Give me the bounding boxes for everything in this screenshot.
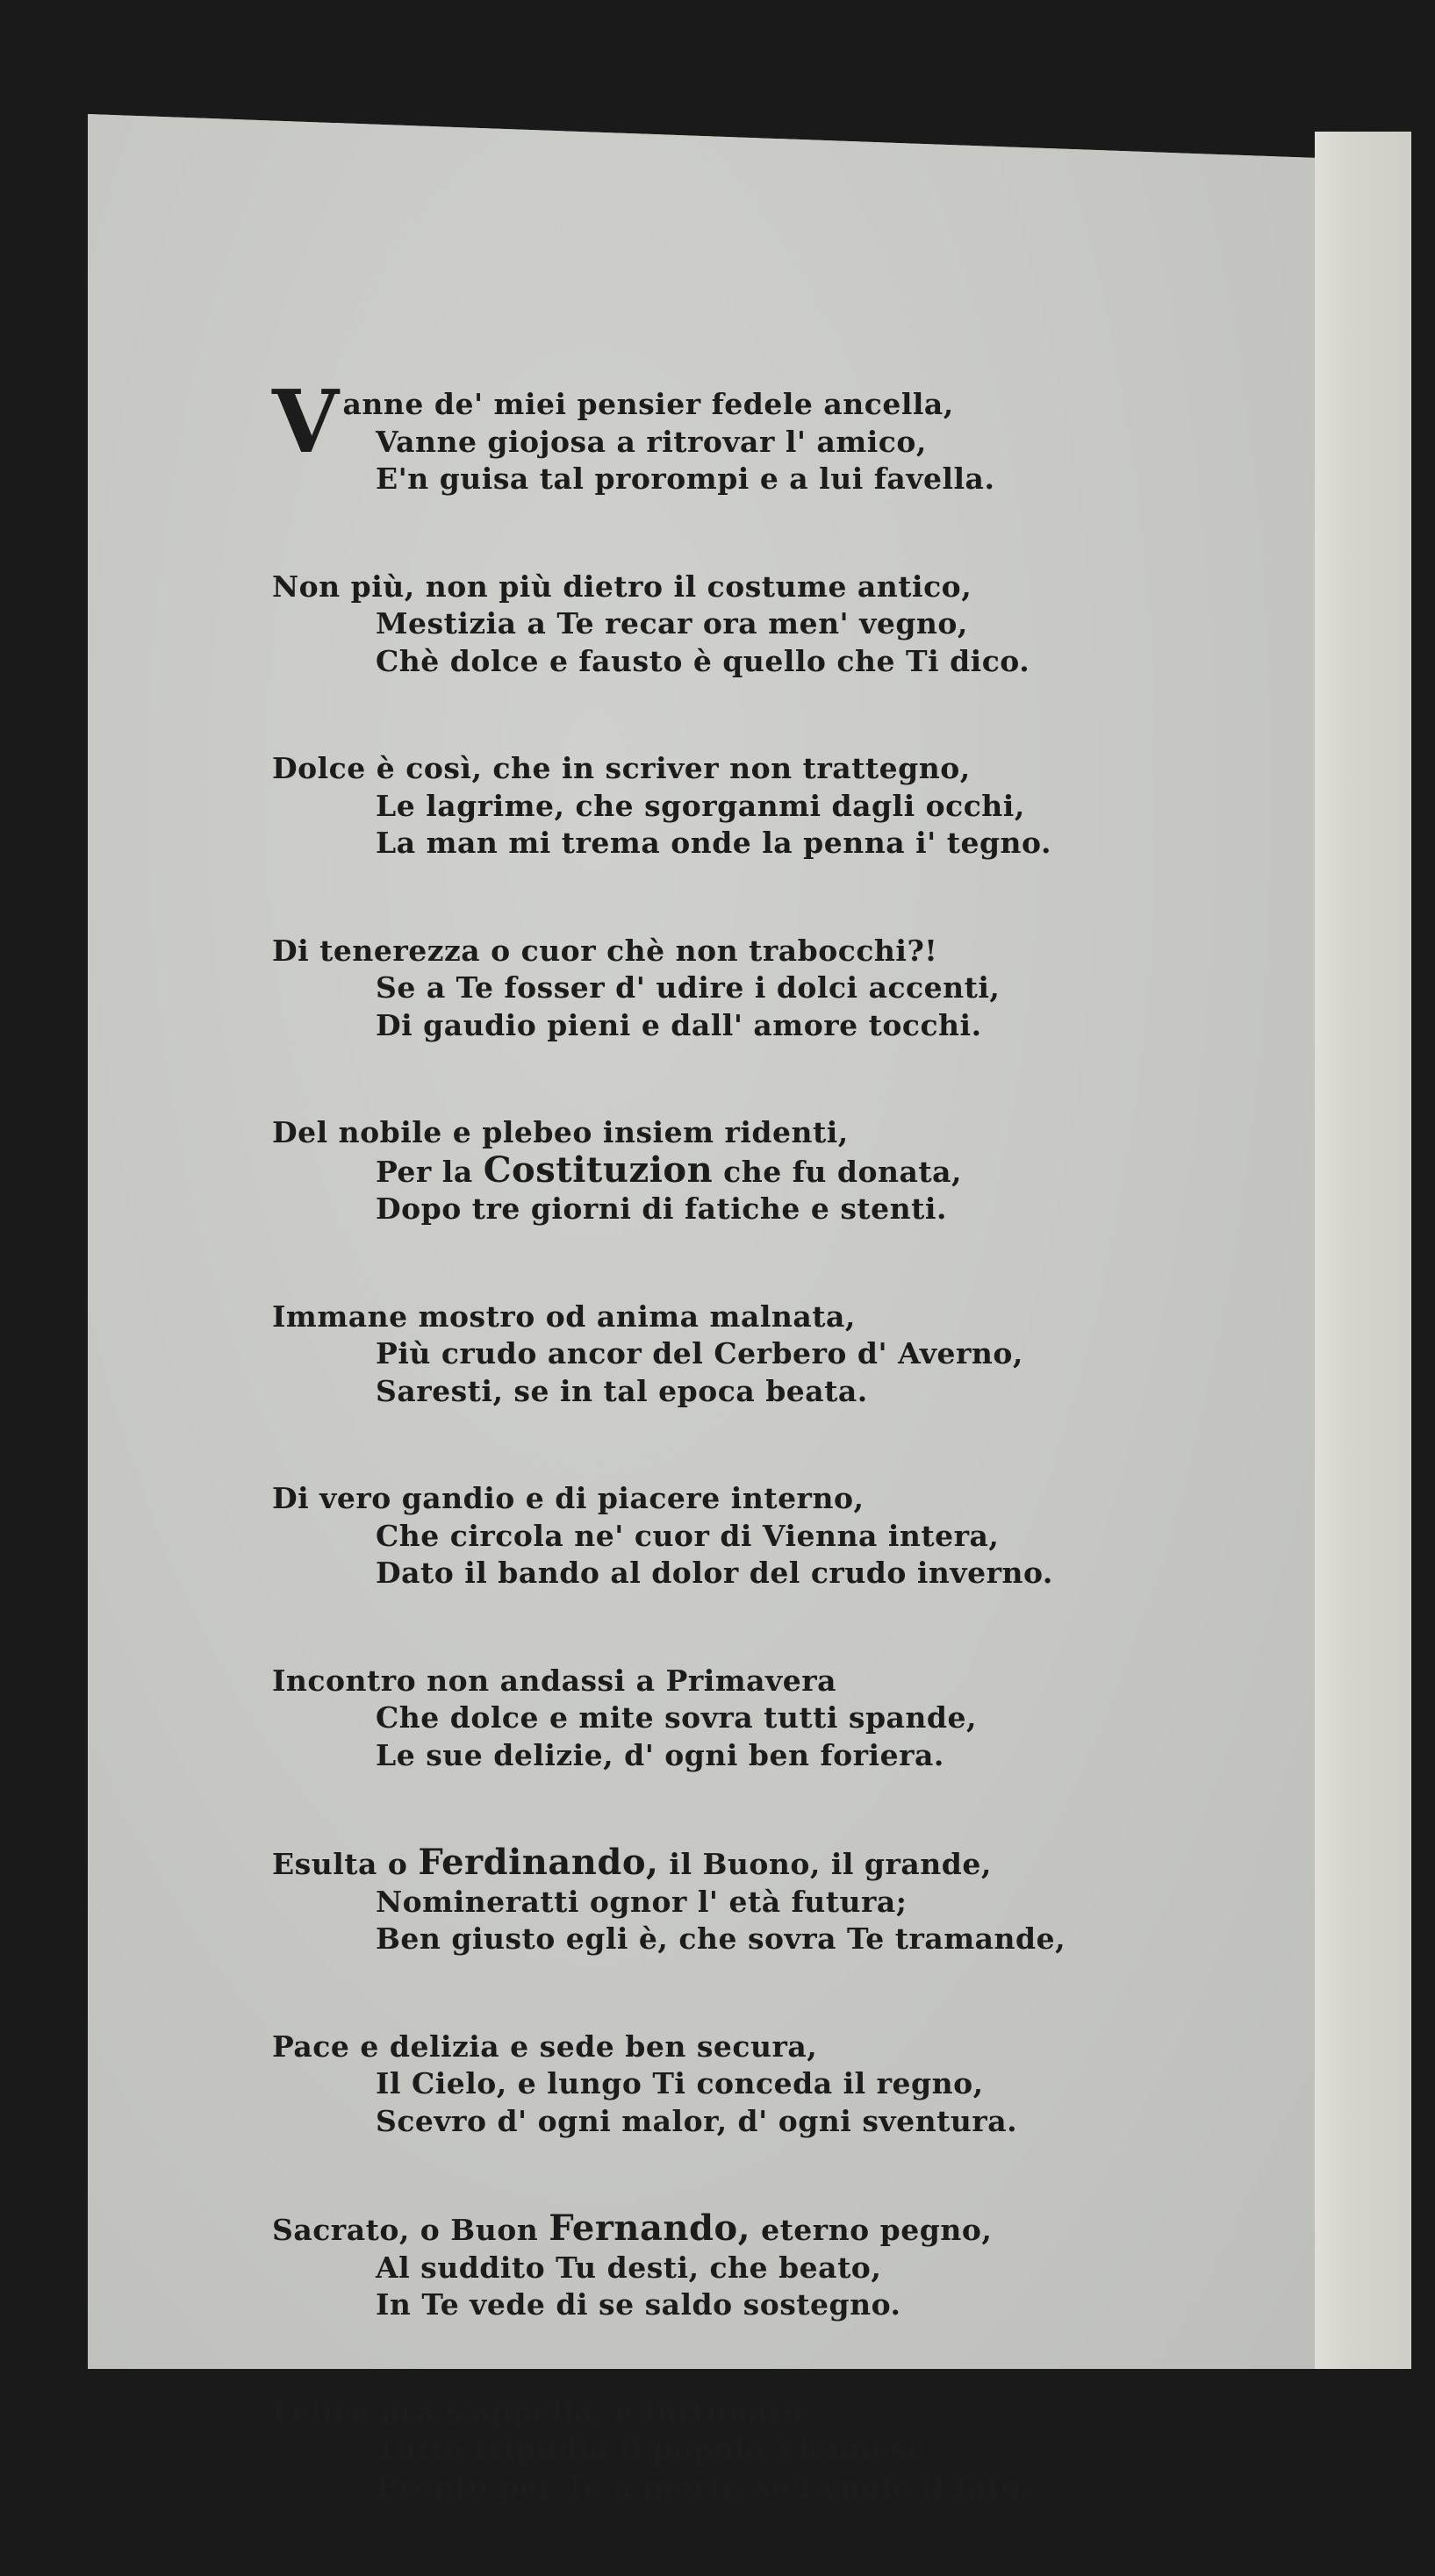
verse-line (272, 1114, 1281, 1152)
verse-text: La man mi trema onde la penna i' tegno. (376, 826, 1051, 860)
verse-line (272, 1555, 1281, 1592)
verse-line (272, 424, 1281, 462)
verse-text: Felice ora s'appella, e fortunato, (272, 2394, 813, 2429)
verse-line (272, 1844, 1281, 1884)
verse-text: Pronto per Te a morir, se'l vuole il fato. (376, 2469, 1031, 2504)
stanza (272, 1480, 1281, 1592)
verse-text: Le lagrime, che sgorganmi dagli occhi, (376, 788, 1025, 823)
verse-line (272, 970, 1281, 1007)
verse-line (272, 605, 1281, 643)
verse-line (272, 1663, 1281, 1700)
verse-text: Mestizia a Te recar ora men' vegno, (376, 606, 968, 640)
stanza (272, 2394, 1281, 2507)
verse-line (272, 1737, 1281, 1775)
emphasized-name: Fernando, (549, 2207, 751, 2249)
verse-line (272, 1699, 1281, 1737)
verse-line (272, 825, 1281, 862)
verse-text: Ben giusto egli è, che sovra Te tramande, (376, 1921, 1066, 1956)
verse-text: eterno pegno, (750, 2213, 993, 2247)
verse-text: Che dolce e mite sovra tutti spande, (376, 1700, 977, 1735)
verse-line (272, 933, 1281, 970)
verse-text: Dato il bando al dolor del crudo inverno. (376, 1556, 1053, 1590)
stanza (272, 2029, 1281, 2141)
verse-text: Dolce è così, che in scriver non trattegno, (272, 751, 971, 785)
verse-line (272, 1148, 1281, 1191)
verse-line (272, 2103, 1281, 2141)
verse-line (272, 1518, 1281, 1556)
verse-line (272, 1480, 1281, 1518)
verse-text: Scevro d' ogni malor, d' ogni sventura. (376, 2103, 1018, 2138)
stanza (272, 569, 1281, 681)
verse-line (272, 2029, 1281, 2066)
verse-line (272, 1191, 1281, 1228)
verse-text: Esulta o (272, 1847, 419, 1881)
stanza (272, 1844, 1281, 1958)
verse-text: Le sue delizie, d' ogni ben foriera. (376, 1737, 944, 1772)
verse-text: Incontro non andassi a Primavera (272, 1663, 836, 1698)
poem-text (272, 372, 1281, 2576)
verse-line (272, 1299, 1281, 1336)
verse-text: Tutto tripudia il popolo Viennese (376, 2432, 926, 2466)
verse-line (272, 1884, 1281, 1921)
verse-text: Vanne giojosa a ritrovar l' amico, (376, 424, 927, 459)
stanza (272, 1299, 1281, 1411)
verse-line (272, 750, 1281, 788)
verse-text: Chè dolce e fausto è quello che Ti dico. (376, 643, 1030, 678)
verse-line (272, 2394, 1281, 2432)
verse-text: Saresti, se in tal epoca beata. (376, 1373, 868, 1408)
verse-text: Pace e delizia e sede ben secura, (272, 2029, 818, 2064)
show-through-text (386, 338, 402, 391)
verse-line (272, 2469, 1281, 2507)
verse-line (272, 1007, 1281, 1045)
verse-text: Non più, non più dietro il costume antico, (272, 569, 972, 604)
stanza (272, 1663, 1281, 1775)
verse-text: E'n guisa tal prorompi e a lui favella. (376, 462, 995, 496)
emphasized-name: Costituzion (483, 1148, 714, 1191)
verse-text: Per la (376, 1154, 484, 1189)
verse-line (272, 643, 1281, 681)
verse-line (272, 569, 1281, 606)
verse-text: Di tenerezza o cuor chè non trabocchi?! (272, 933, 938, 968)
verse-line (272, 1373, 1281, 1411)
page-edge (1315, 132, 1411, 2369)
verse-text: il Buono, il grande, (658, 1847, 992, 1881)
stanza (272, 372, 1281, 498)
verse-line (272, 461, 1281, 498)
verse-line (272, 2286, 1281, 2324)
verse-text: Se a Te fosser d' udire i dolci accenti, (376, 970, 1001, 1005)
verse-text: Di vero gandio e di piacere interno, (272, 1481, 865, 1515)
stanza (272, 750, 1281, 862)
drop-cap: V (272, 372, 340, 473)
verse-line (272, 2207, 1281, 2250)
verse-text: Che circola ne' cuor di Vienna intera, (376, 1518, 1000, 1553)
verse-text: Del nobile e plebeo insiem ridenti, (272, 1115, 849, 1149)
verse-text: Nomineratti ognor l' età futura; (376, 1884, 908, 1919)
verse-text: Di gaudio pieni e dall' amore tocchi. (376, 1007, 982, 1042)
stanza (272, 1114, 1281, 1228)
stanza (272, 2207, 1281, 2324)
verse-text: Immane mostro od anima malnata, (272, 1299, 856, 1334)
verse-text: anne de' miei pensier fedele ancella, (342, 387, 954, 421)
verse-line (272, 1921, 1281, 1958)
verse-text: che fu donata, (713, 1154, 962, 1189)
verse-text: Il Cielo, e lungo Ti conceda il regno, (376, 2066, 984, 2100)
verse-line (272, 788, 1281, 826)
verse-text: Sacrato, o Buon (272, 2213, 549, 2247)
emphasized-name: Ferdinando, (418, 1842, 659, 1883)
verse-line (272, 2431, 1281, 2469)
verse-text: Dopo tre giorni di fatiche e stenti. (376, 1191, 947, 1226)
verse-text: Più crudo ancor del Cerbero d' Averno, (376, 1336, 1023, 1370)
verse-text: Al suddito Tu desti, che beato, (376, 2250, 882, 2285)
verse-text: In Te vede di se saldo sostegno. (376, 2287, 901, 2322)
verse-line (272, 2250, 1281, 2287)
verse-line (272, 1335, 1281, 1373)
stanza (272, 933, 1281, 1045)
verse-line (272, 2065, 1281, 2103)
